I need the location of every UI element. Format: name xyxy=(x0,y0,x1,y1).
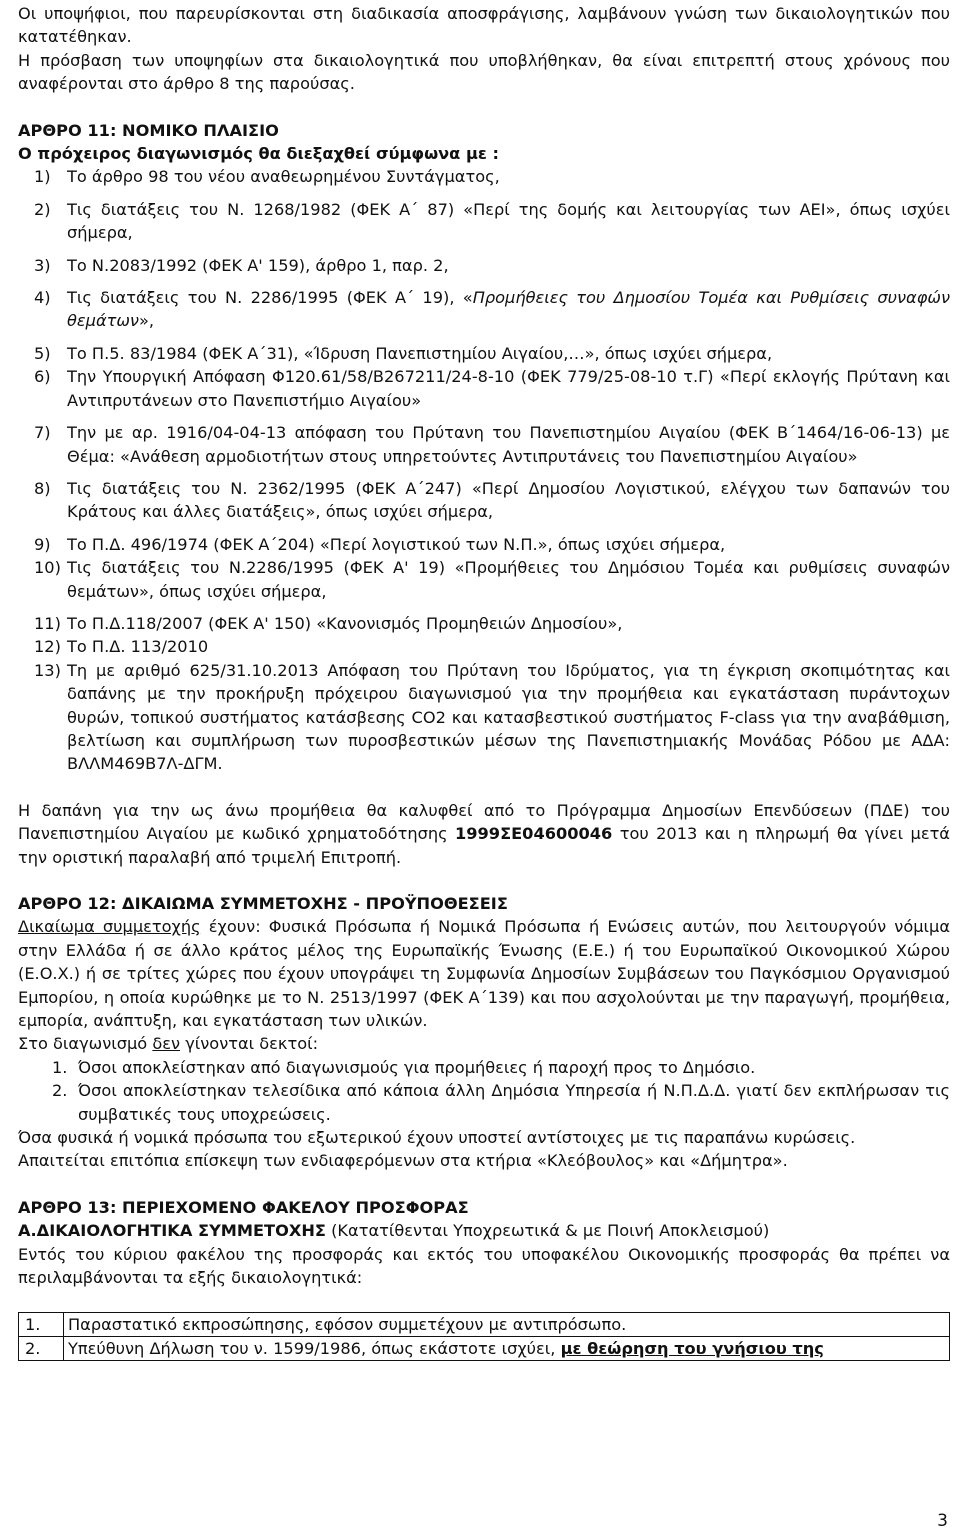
item-number: 7) xyxy=(34,423,51,443)
item-number: 1) xyxy=(34,167,51,187)
item-text: Όσοι αποκλείστηκαν τελεσίδικα από κάποια άλλη Δημόσια Υπηρεσία ή Ν.Π.Δ.Δ. γιατί δεν εκπλήρωσαν τις συμβατικές τους υποχρεώσεις. xyxy=(78,1081,950,1124)
item-number: 9) xyxy=(34,534,51,554)
item-text: Τις διατάξεις του Ν. 2362/1995 (ΦΕΚ Α΄247) «Περί Δημοσίου Λογιστικού, ελέγχου των δαπανών του Κράτους και άλλες διατάξεις», όπως ισχύει σήμερα, xyxy=(67,478,950,522)
sanctions-paragraph: Όσα φυσικά ή νομικά πρόσωπα του εξωτερικού έχουν υποστεί αντίστοιχες με τις παραπάνω κυρώσεις. xyxy=(18,1128,856,1148)
legal-framework-list xyxy=(18,165,950,775)
item-number: 2. xyxy=(52,1081,68,1101)
item-text: Το Ν.2083/1992 (ΦΕΚ Α' 159), άρθρο 1, παρ. 2, xyxy=(67,255,449,275)
item-text: Το άρθρο 98 του νέου αναθεωρημένου Συντάγματος, xyxy=(67,167,500,187)
funding-text: του 2013 και η πληρωμή θα γίνει μετά την οριστική παραλαβή από τριμελή Επιτροπή. xyxy=(18,824,950,867)
section-a-title: Α.ΔΙΚΑΙΟΛΟΓΗΤΙΚΑ ΣΥΜΜΕΤΟΧΗΣ xyxy=(18,1221,326,1241)
item-text: Τη με αριθμό 625/31.10.2013 Απόφαση του Πρύτανη του Ιδρύματος, για τη έγκριση σκοπιμότητας και δαπάνης με την προκήρυξη πρόχειρου διαγωνισμού για την προμήθεια και εγκατάσταση πυράντοχων θυρών, τοπικού συστήματος κατάσβεσης CO2 και κατασβεστικού συστήματος F-class για την αναβάθμιση, βελτίωση και συμπλήρωση των πυροσβεστικών μέσων της Πανεπιστημιακής Μονάδας Ρόδου με ΑΔΑ: ΒΛΛΜ469Β7Λ-ΔΓΜ. xyxy=(67,660,950,774)
participation-paragraph xyxy=(18,915,950,1032)
list-item xyxy=(18,254,950,277)
visit-paragraph: Απαιτείται επιτόπια επίσκεψη των ενδιαφερόμενων στα κτήρια «Κλεόβουλος» και «Δήμητρα». xyxy=(18,1151,788,1171)
list-item xyxy=(18,286,950,333)
item-text: Τις διατάξεις του Ν. 2286/1995 (ΦΕΚ Α΄ 19), « xyxy=(67,288,473,308)
item-text: Όσοι αποκλείστηκαν από διαγωνισμούς για προμήθειες ή παροχή προς το Δημόσιο. xyxy=(78,1057,756,1077)
not-accepted-heading xyxy=(18,1032,950,1055)
item-number: 3) xyxy=(34,255,51,275)
funding-paragraph xyxy=(18,799,950,869)
funding-code: 1999ΣΕ04600046 xyxy=(455,824,613,844)
item-text: », xyxy=(138,311,155,331)
item-number: 12) xyxy=(34,637,61,657)
not-accepted-text: γίνονται δεκτοί: xyxy=(180,1034,319,1054)
list-item xyxy=(18,612,950,635)
item-text: Το Π.Δ. 113/2010 xyxy=(67,637,209,657)
funding-text: Η δαπάνη για την ως άνω προμήθεια θα καλυφθεί από το Πρόγραμμα Δημοσίων Επενδύσεων (ΠΔΕ) του Πανεπιστημίου Αιγαίου με κωδικό χρηματοδότησης xyxy=(18,800,950,844)
item-number: 10) xyxy=(34,558,61,578)
item-number: 4) xyxy=(34,288,51,308)
item-number: 6) xyxy=(34,367,51,387)
list-item xyxy=(18,1056,950,1079)
item-number: 8) xyxy=(34,478,51,498)
intro-paragraph: Οι υποψήφιοι, που παρευρίσκονται στη διαδικασία αποσφράγισης, λαμβάνουν γνώση των δικαιολογητικών που κατατέθηκαν. xyxy=(18,4,950,47)
table-row xyxy=(19,1336,950,1360)
intro-paragraph: Η πρόσβαση των υποψηφίων στα δικαιολογητικά που υποβλήθηκαν, θα είναι επιτρεπτή στους χρόνους που αναφέρονται στο άρθρο 8 της παρούσας. xyxy=(18,50,950,94)
table-cell-text: Παραστατικό εκπροσώπησης, εφόσον συμμετέχουν με αντιπρόσωπο. xyxy=(64,1312,950,1336)
item-text: Την Υπουργική Απόφαση Φ120.61/58/Β267211/24-8-10 (ΦΕΚ 779/25-08-10 τ.Γ) «Περί εκλογής Πρύτανη και Αντιπρυτάνεων στο Πανεπιστήμιο Αιγαίου» xyxy=(67,367,950,410)
article-11-title: ΑΡΘΡΟ 11: ΝΟΜΙΚΟ ΠΛΑΙΣΙΟ xyxy=(18,120,279,140)
section-a-note: (Κατατίθενται Υποχρεωτικά & με Ποινή Αποκλεισμού) xyxy=(325,1221,770,1241)
table-cell-number: 1. xyxy=(19,1312,64,1336)
table-cell-number: 2. xyxy=(19,1336,64,1360)
item-text: Το Π.5. 83/1984 (ΦΕΚ Α΄31), «Ίδρυση Πανεπιστημίου Αιγαίου,…», όπως ισχύει σήμερα, xyxy=(67,343,773,363)
page-number: 3 xyxy=(937,1511,948,1531)
item-number: 2) xyxy=(34,199,51,219)
list-item xyxy=(18,165,950,188)
list-item xyxy=(18,365,950,412)
section-a-heading xyxy=(18,1219,950,1242)
item-text: Τις διατάξεις του Ν.2286/1995 (ΦΕΚ Α' 19) «Προμήθειες του Δημόσιου Τομέα και ρυθμίσεις συναφών θεμάτων», όπως ισχύει σήμερα, xyxy=(67,558,950,601)
list-item xyxy=(18,635,950,658)
list-item xyxy=(18,556,950,603)
table-cell-text-emphasis: με θεώρηση του γνήσιου της xyxy=(560,1338,824,1358)
article-13-title: ΑΡΘΡΟ 13: ΠΕΡΙΕΧΟΜΕΝΟ ΦΑΚΕΛΟΥ ΠΡΟΣΦΟΡΑΣ xyxy=(18,1197,469,1217)
item-number: 11) xyxy=(34,613,61,633)
list-item xyxy=(18,477,950,524)
article-12-title: ΑΡΘΡΟ 12: ΔΙΚΑΙΩΜΑ ΣΥΜΜΕΤΟΧΗΣ - ΠΡΟΫΠΟΘΕΣΕΙΣ xyxy=(18,894,508,913)
participation-label: Δικαίωμα συμμετοχής xyxy=(18,917,201,937)
documents-table xyxy=(18,1312,950,1362)
list-item xyxy=(18,659,950,776)
item-text: Τις διατάξεις του Ν. 1268/1982 (ΦΕΚ Α΄ 87) «Περί της δομής και λειτουργίας των ΑΕΙ», όπως ισχύει σήμερα, xyxy=(67,199,950,243)
item-number: 1. xyxy=(52,1057,68,1077)
list-item xyxy=(18,1079,950,1126)
list-item xyxy=(18,533,950,556)
document-page xyxy=(18,2,950,1361)
item-text: Την με αρ. 1916/04-04-13 απόφαση του Πρύτανη του Πανεπιστημίου Αιγαίου (ΦΕΚ Β΄1464/16-06-13) με Θέμα: «Ανάθεση αρμοδιοτήτων στους υπηρετούντες Αντιπρυτάνεις του Πανεπιστημίου Αιγαίου» xyxy=(67,423,950,466)
section-a-text: Εντός του κύριου φακέλου της προσφοράς και εκτός του υποφακέλου Οικονομικής προσφοράς θα πρέπει να περιλαμβάνονται τα εξής δικαιολογητικά: xyxy=(18,1244,950,1288)
exclusions-list xyxy=(18,1056,950,1126)
item-text-italic: Προμήθειες του Δημοσίου Τομέα και Ρυθμίσεις συναφών θεμάτων xyxy=(67,288,950,331)
list-item xyxy=(18,421,950,468)
list-item xyxy=(18,342,950,365)
not-accepted-text: Στο διαγωνισμό xyxy=(18,1034,153,1054)
not-accepted-emphasis: δεν xyxy=(152,1034,181,1054)
table-cell-text-part: Υπεύθυνη Δήλωση του ν. 1599/1986, όπως εκάστοτε ισχύει, xyxy=(68,1338,561,1358)
list-item xyxy=(18,198,950,245)
table-row xyxy=(19,1312,950,1336)
participation-text: έχουν: Φυσικά Πρόσωπα ή Νομικά Πρόσωπα ή Ενώσεις αυτών, που λειτουργούν νόμιμα στην Ελλάδα ή σε άλλο κράτος μέλος της Ευρωπαϊκής Ένωσης (Ε.Ε.) ή του Ευρωπαϊκού Οικονομικού Χώρου (Ε.Ο.Χ.) ή σε τρίτες χώρες που έχουν υπογράψει τη Συμφωνία Δημοσίων Συμβάσεων του Παγκόσμιου Οργανισμού Εμπορίου, η οποία κυρώθηκε με το Ν. 2513/1997 (ΦΕΚ Α΄139) και που ασχολούνται με την παραγωγή, προμήθεια, εμπορία, ανάπτυξη, και εγκατάσταση των υλικών. xyxy=(18,917,950,1031)
item-text: Το Π.Δ. 496/1974 (ΦΕΚ Α΄204) «Περί λογιστικού των Ν.Π.», όπως ισχύει σήμερα, xyxy=(67,534,726,554)
item-number: 13) xyxy=(34,660,61,680)
article-11-subtitle: Ο πρόχειρος διαγωνισμός θα διεξαχθεί σύμφωνα με : xyxy=(18,144,499,164)
item-number: 5) xyxy=(34,343,51,363)
item-text: Το Π.Δ.118/2007 (ΦΕΚ Α' 150) «Κανονισμός Προμηθειών Δημοσίου», xyxy=(67,613,623,633)
table-cell-text xyxy=(64,1336,950,1360)
